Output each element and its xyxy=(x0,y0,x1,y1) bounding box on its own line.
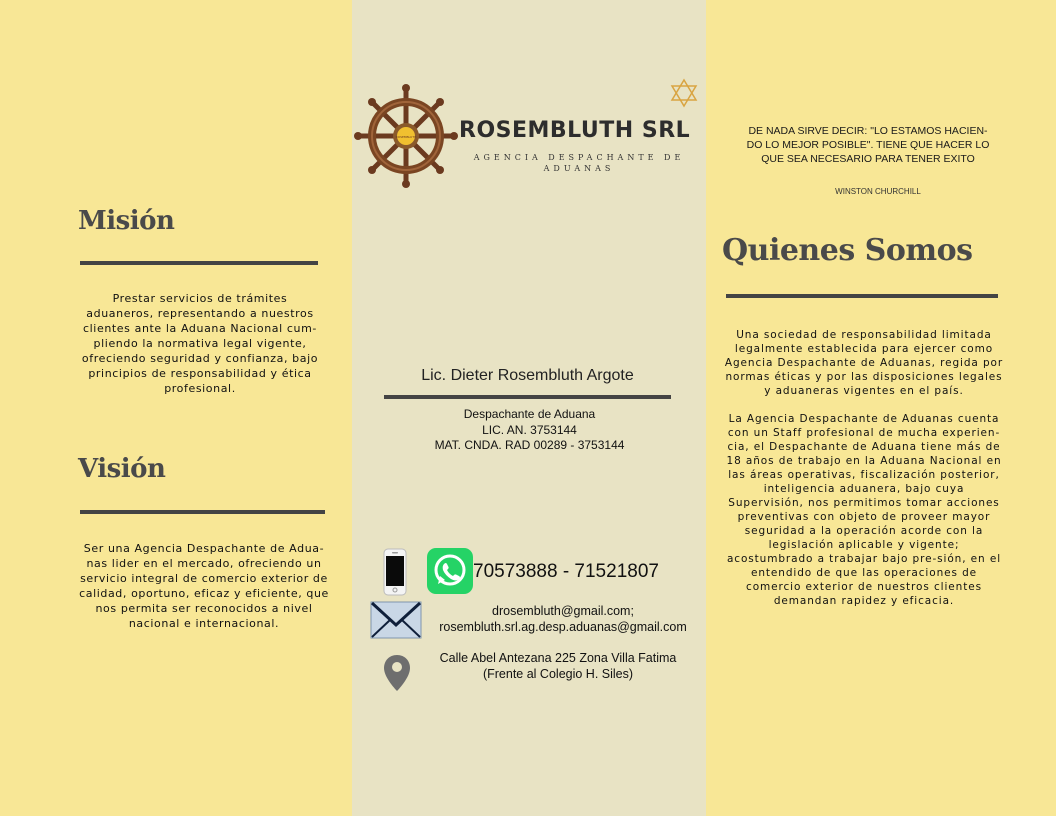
person-name: Lic. Dieter Rosembluth Argote xyxy=(421,367,634,384)
email-secondary[interactable]: rosembluth.srl.ag.desp.aduanas@gmail.com xyxy=(439,620,687,634)
location-pin-icon xyxy=(383,654,411,692)
wheel-center-text: ROSEMBLUTH xyxy=(395,135,417,139)
star-of-david-icon xyxy=(670,78,698,108)
ship-wheel-icon xyxy=(354,84,458,188)
quienes-somos-paragraph-1: Una sociedad de responsabilidad limitada legalmente establecida para ejercer como Agencia Despachante de Aduanas, regida por normas éticas y por las disposiciones legales y aduaneras vigentes en el país. xyxy=(724,329,1004,397)
quienes-somos-divider xyxy=(726,294,998,298)
person-license: LIC. AN. 3753144 xyxy=(482,422,577,437)
mision-divider xyxy=(80,261,318,265)
person-divider xyxy=(384,395,671,399)
address xyxy=(430,650,686,682)
right-panel xyxy=(706,0,1056,816)
quienes-somos-paragraph-2: La Agencia Despachante de Aduanas cuenta con un Staff profesional de mucha experien-cia, el Despachante de Aduana tiene más de 18 años de trabajo en la Aduana Nacional en las áreas operativas, fiscalización posterior, inteligencia aduanera, bajo cuya Supervisión, nos permitimos tomar acciones preventivas con objeto de proveer mayor seguridad a la operación acorde con la legislación aplicable y vigente; acostumbrado a trabajar bajo pre-sión, en el entendido de que las operaciones de comercio exterior de nuestros clientes demandan rapidez y eficacia. xyxy=(726,413,1002,607)
quienes-somos-heading: Quienes Somos xyxy=(722,233,973,268)
quote-author: WINSTON CHURCHILL xyxy=(835,187,921,196)
quote-text: DE NADA SIRVE DECIR: "LO ESTAMOS HACIEN-DO LO MEJOR POSIBLE". TIENE QUE HACER LO QUE SEA NECESARIO PARA TENER EXITO xyxy=(746,125,990,165)
person-registration: MAT. CNDA. RAD 00289 - 3753144 xyxy=(434,438,625,452)
company-logo xyxy=(352,68,706,228)
address-line-2: (Frente al Colegio H. Siles) xyxy=(482,667,634,681)
vision-heading: Visión xyxy=(78,454,166,484)
center-panel xyxy=(352,0,706,816)
brand-name: ROSEMBLUTH SRL xyxy=(459,118,691,143)
brand-subtitle: AGENCIA DESPACHANTE DE ADUANAS xyxy=(473,153,685,173)
person-title: Despachante de Aduana xyxy=(463,407,596,421)
phone-numbers[interactable]: 70573888 - 71521807 xyxy=(473,561,659,582)
mobile-phone-icon xyxy=(382,548,408,596)
left-panel xyxy=(0,0,352,816)
email-addresses xyxy=(422,603,704,635)
address-line-1: Calle Abel Antezana 225 Zona Villa Fatima xyxy=(439,651,677,665)
mision-heading: Misión xyxy=(78,206,175,236)
vision-divider xyxy=(80,510,325,514)
whatsapp-icon[interactable] xyxy=(427,548,473,594)
person-details xyxy=(384,407,675,454)
vision-paragraph: Ser una Agencia Despachante de Adua-nas lider en el mercado, ofreciendo un servicio integral de comercio exterior de calidad, oportuno, eficaz y eficiente, que nos permita ser reconocidos a nivel nacional e internacional. xyxy=(79,542,329,630)
envelope-icon xyxy=(370,601,422,639)
mision-paragraph: Prestar servicios de trámites aduaneros, representando a nuestros clientes ante la Aduana Nacional cum-pliendo la normativa legal vigente, ofreciendo seguridad y confianza, bajo principios de responsabilidad y ética profesional. xyxy=(81,292,319,395)
email-primary[interactable]: drosembluth@gmail.com; xyxy=(492,604,634,618)
